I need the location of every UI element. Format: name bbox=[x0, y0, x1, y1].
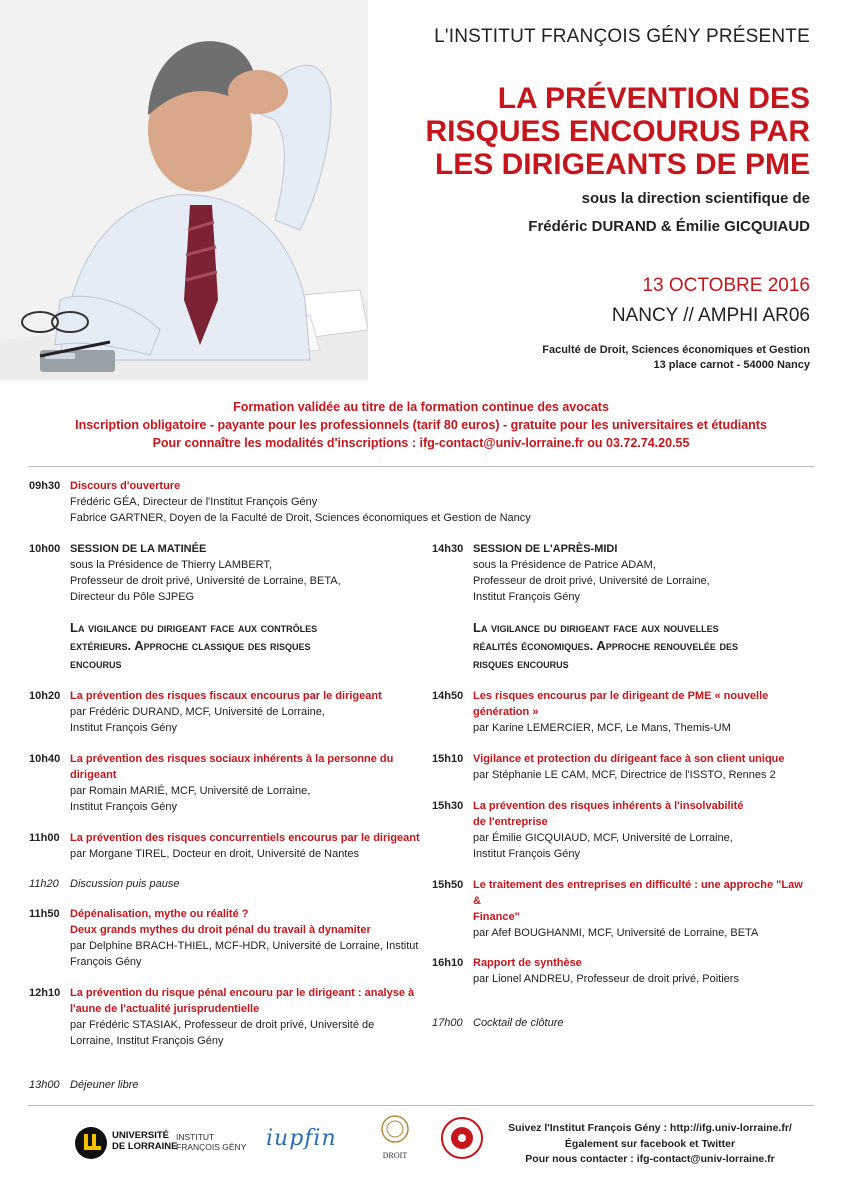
title-line: LA PRÉVENTION DES bbox=[497, 82, 810, 115]
item-detail: Fabrice GARTNER, Doyen de la Faculté de Droit, Sciences économiques et Gestion de Nancy bbox=[70, 512, 531, 524]
item-detail: Cocktail de clôture bbox=[473, 1017, 564, 1029]
item-detail: Professeur de droit privé, Université de Lorraine, BETA, bbox=[70, 575, 341, 587]
event-date: 13 OCTOBRE 2016 bbox=[642, 275, 810, 296]
item-detail: Frédéric GÉA, Directeur de l'Institut François Gény bbox=[70, 496, 318, 508]
red-seal-logo-icon bbox=[440, 1116, 484, 1160]
item-detail: Lorraine, Institut François Gény bbox=[70, 1035, 224, 1047]
item-detail: par Frédéric STASIAK, Professeur de droit privé, Université de bbox=[70, 1019, 375, 1031]
droit-seal-icon bbox=[380, 1114, 410, 1144]
item-title: dirigeant bbox=[70, 769, 117, 781]
footer-line: Suivez l'Institut François Gény : http://ifg.univ-lorraine.fr/ bbox=[508, 1122, 792, 1134]
item-detail: par Lionel ANDREU, Professeur de droit privé, Poitiers bbox=[473, 973, 739, 985]
univ-lorraine-wordmark bbox=[112, 1130, 177, 1152]
institut-line: INSTITUT bbox=[176, 1132, 215, 1142]
item-detail: Discussion puis pause bbox=[70, 878, 180, 890]
droit-label: DROIT bbox=[382, 1151, 408, 1160]
faculty-address bbox=[542, 343, 810, 373]
item-detail: par Romain MARIÉ, MCF, Université de Lorraine, bbox=[70, 785, 311, 797]
item-time: 15h10 bbox=[432, 753, 464, 765]
item-time: 14h30 bbox=[432, 543, 464, 555]
univ-lorraine-logo-icon bbox=[74, 1126, 108, 1160]
item-title: Rapport de synthèse bbox=[473, 957, 582, 969]
item-time: 15h50 bbox=[432, 879, 464, 891]
item-time: 17h00 bbox=[432, 1017, 463, 1029]
item-title: Finance" bbox=[473, 911, 520, 923]
droit-logo bbox=[378, 1114, 412, 1164]
item-title: Dépénalisation, mythe ou réalité ? bbox=[70, 908, 249, 920]
notice-line: Inscription obligatoire - payante pour les professionnels (tarif 80 euros) - gratuite pour les universitaires et étudiants bbox=[75, 418, 767, 432]
item-detail: Institut François Gény bbox=[473, 591, 580, 603]
notice-line: Formation validée au titre de la formation continue des avocats bbox=[233, 400, 609, 414]
institut-line: FRANÇOIS GÉNY bbox=[176, 1142, 247, 1152]
event-title bbox=[370, 82, 810, 181]
direction-label: sous la direction scientifique de bbox=[581, 190, 810, 207]
item-title: La prévention des risques inhérents à l'insolvabilité bbox=[473, 800, 744, 812]
theme-line: extérieurs. Approche classique des risques bbox=[70, 638, 311, 653]
directors: Frédéric DURAND & Émilie GICQUIAUD bbox=[528, 218, 810, 235]
item-detail: par Émilie GICQUIAUD, MCF, Université de Lorraine, bbox=[473, 832, 733, 844]
footer-line: Également sur facebook et Twitter bbox=[564, 1137, 736, 1150]
notice-line: Pour connaître les modalités d'inscriptions : ifg-contact@univ-lorraine.fr ou 03.72.74.20.55 bbox=[152, 436, 690, 450]
theme-line: risques encourus bbox=[473, 656, 569, 671]
item-title: La prévention du risque pénal encouru par le dirigeant : analyse à bbox=[70, 987, 415, 999]
item-time: 10h20 bbox=[29, 690, 61, 702]
item-title: Deux grands mythes du droit pénal du travail à dynamiter bbox=[70, 924, 371, 936]
item-title: Les risques encourus par le dirigeant de PME « nouvelle bbox=[473, 690, 769, 702]
header-photo bbox=[0, 0, 368, 380]
divider bbox=[28, 1105, 814, 1106]
item-title: La prévention des risques concurrentiels encourus par le dirigeant bbox=[70, 832, 420, 844]
footer-line: Pour nous contacter : ifg-contact@univ-lorraine.fr bbox=[525, 1153, 775, 1165]
item-title: génération » bbox=[473, 706, 539, 718]
item-title: La prévention des risques sociaux inhérents à la personne du bbox=[70, 753, 394, 765]
item-detail: sous la Présidence de Patrice ADAM, bbox=[473, 559, 656, 571]
item-detail: Institut François Gény bbox=[70, 801, 177, 813]
theme-line: réalités économiques. Approche renouvelée des bbox=[473, 638, 738, 653]
registration-notice bbox=[0, 398, 842, 452]
theme-line: encourus bbox=[70, 656, 122, 671]
item-time: 13h00 bbox=[29, 1079, 60, 1091]
item-time: 11h00 bbox=[29, 832, 60, 844]
item-time: 09h30 bbox=[29, 480, 61, 492]
morning-theme bbox=[70, 619, 410, 673]
item-time: 12h10 bbox=[29, 987, 61, 999]
item-title: de l'entreprise bbox=[473, 816, 548, 828]
item-detail: par Morgane TIREL, Docteur en droit, Université de Nantes bbox=[70, 848, 359, 860]
item-title: La prévention des risques fiscaux encourus par le dirigeant bbox=[70, 690, 382, 702]
item-time: 16h10 bbox=[432, 957, 464, 969]
item-time: 11h20 bbox=[29, 878, 59, 890]
address-line: 13 place carnot - 54000 Nancy bbox=[653, 359, 810, 371]
item-detail: Institut François Gény bbox=[473, 848, 580, 860]
item-detail: Professeur de droit privé, Université de Lorraine, bbox=[473, 575, 710, 587]
footer-contact bbox=[500, 1121, 800, 1168]
theme-line: La vigilance du dirigeant face aux contrôles bbox=[70, 620, 318, 635]
title-line: LES DIRIGEANTS DE PME bbox=[434, 148, 810, 181]
session-title: SESSION DE L'APRÈS-MIDI bbox=[473, 543, 618, 555]
item-detail: par Afef BOUGHANMI, MCF, Université de Lorraine, BETA bbox=[473, 927, 759, 939]
divider bbox=[28, 466, 814, 467]
partner-logos bbox=[70, 1112, 490, 1167]
item-detail: sous la Présidence de Thierry LAMBERT, bbox=[70, 559, 272, 571]
univ-line: UNIVERSITÉ bbox=[112, 1130, 170, 1141]
item-time: 14h50 bbox=[432, 690, 464, 702]
item-title: l'aune de l'actualité jurisprudentielle bbox=[70, 1003, 260, 1015]
faculty-line: Faculté de Droit, Sciences économiques et Gestion bbox=[542, 344, 810, 356]
item-title: Discours d'ouverture bbox=[70, 480, 181, 492]
presents-line: L'INSTITUT FRANÇOIS GÉNY PRÉSENTE bbox=[434, 26, 810, 47]
item-time: 15h30 bbox=[432, 800, 464, 812]
item-time: 10h40 bbox=[29, 753, 61, 765]
item-title: Vigilance et protection du dirigeant face à son client unique bbox=[473, 753, 785, 765]
institut-geny-wordmark bbox=[176, 1132, 246, 1152]
iupfin-logo: iupfin bbox=[266, 1126, 337, 1151]
item-detail: par Delphine BRACH-THIEL, MCF-HDR, Université de Lorraine, Institut bbox=[70, 940, 419, 952]
item-time: 11h50 bbox=[29, 908, 60, 920]
item-detail: Déjeuner libre bbox=[70, 1079, 139, 1091]
stressed-manager-illustration bbox=[0, 0, 368, 380]
title-line: RISQUES ENCOURUS PAR bbox=[425, 115, 810, 148]
item-time: 10h00 bbox=[29, 543, 61, 555]
afternoon-theme bbox=[473, 619, 813, 673]
item-detail: François Gény bbox=[70, 956, 142, 968]
item-detail: par Stéphanie LE CAM, MCF, Directrice de l'ISSTO, Rennes 2 bbox=[473, 769, 776, 781]
item-detail: par Karine LEMERCIER, MCF, Le Mans, Themis-UM bbox=[473, 722, 731, 734]
event-place: NANCY // AMPHI AR06 bbox=[611, 305, 810, 326]
item-detail: Institut François Gény bbox=[70, 722, 177, 734]
item-detail: par Frédéric DURAND, MCF, Université de Lorraine, bbox=[70, 706, 325, 718]
theme-line: La vigilance du dirigeant face aux nouvelles bbox=[473, 620, 719, 635]
univ-line: DE LORRAINE bbox=[112, 1141, 178, 1152]
item-detail: Directeur du Pôle SJPEG bbox=[70, 591, 195, 603]
session-title: SESSION DE LA MATINÉE bbox=[70, 543, 207, 555]
item-title: Le traitement des entreprises en difficulté : une approche "Law & bbox=[473, 879, 803, 907]
